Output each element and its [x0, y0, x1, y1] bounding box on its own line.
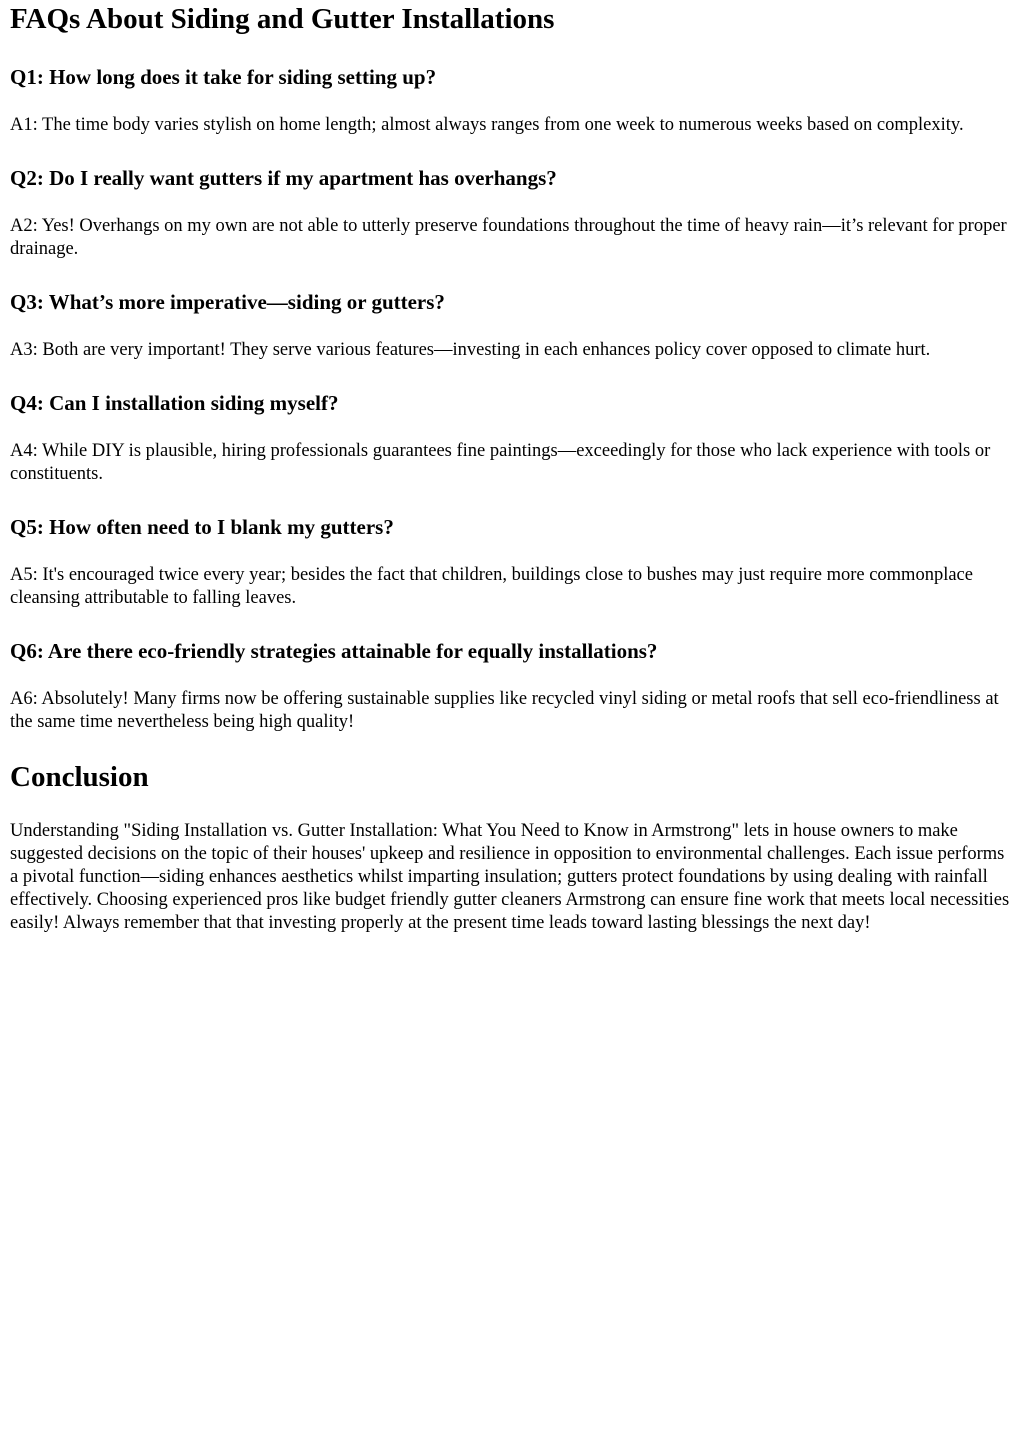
conclusion-heading: Conclusion — [10, 761, 149, 793]
faq-answer: A3: Both are very important! They serve various features—investing in each enhances policy cover opposed to climate hurt. — [10, 340, 931, 360]
faq-item — [10, 638, 1014, 734]
faq-answer: A2: Yes! Overhangs on my own are not able to utterly preserve foundations throughout the time of heavy rain—it’s relevant for proper drainage. — [10, 216, 1007, 259]
faq-question: Q1: How long does it take for siding setting up? — [10, 65, 437, 89]
faq-heading: FAQs About Siding and Gutter Installations — [10, 3, 555, 35]
faq-list — [10, 64, 1014, 734]
faq-item — [10, 514, 1014, 610]
faq-item — [10, 64, 1014, 137]
faq-item — [10, 165, 1014, 261]
faq-question: Q2: Do I really want gutters if my apartment has overhangs? — [10, 166, 557, 190]
conclusion-text: Understanding "Siding Installation vs. Gutter Installation: What You Need to Know in Armstrong" lets in house owners to make suggested decisions on the topic of their houses' upkeep and resilience in opposition to environmental challenges. Each issue performs a pivotal function—siding enhances aesthetics whilst imparting insulation; gutters protect foundations by using dealing with rainfall effectively. Choosing experienced pros like budget friendly gutter cleaners Armstrong can ensure fine work that meets local necessities easily! Always remember that that investing properly at the present time leads toward lasting blessings the next day! — [10, 821, 1010, 933]
faq-question: Q4: Can I installation siding myself? — [10, 391, 339, 415]
faq-question: Q3: What’s more imperative—siding or gutters? — [10, 290, 445, 314]
faq-item — [10, 289, 1014, 362]
faq-question: Q5: How often need to I blank my gutters? — [10, 515, 394, 539]
faq-answer: A6: Absolutely! Many firms now be offering sustainable supplies like recycled vinyl siding or metal roofs that sell eco-friendliness at the same time nevertheless being high quality! — [10, 689, 999, 732]
faq-item — [10, 390, 1014, 486]
faq-answer: A5: It's encouraged twice every year; besides the fact that children, buildings close to bushes may just require more commonplace cleansing attributable to falling leaves. — [10, 565, 973, 608]
faq-answer: A1: The time body varies stylish on home length; almost always ranges from one week to numerous weeks based on complexity. — [10, 115, 964, 135]
faq-answer: A4: While DIY is plausible, hiring professionals guarantees fine paintings—exceedingly for those who lack experience with tools or constituents. — [10, 441, 991, 484]
faq-question: Q6: Are there eco-friendly strategies attainable for equally installations? — [10, 639, 658, 663]
